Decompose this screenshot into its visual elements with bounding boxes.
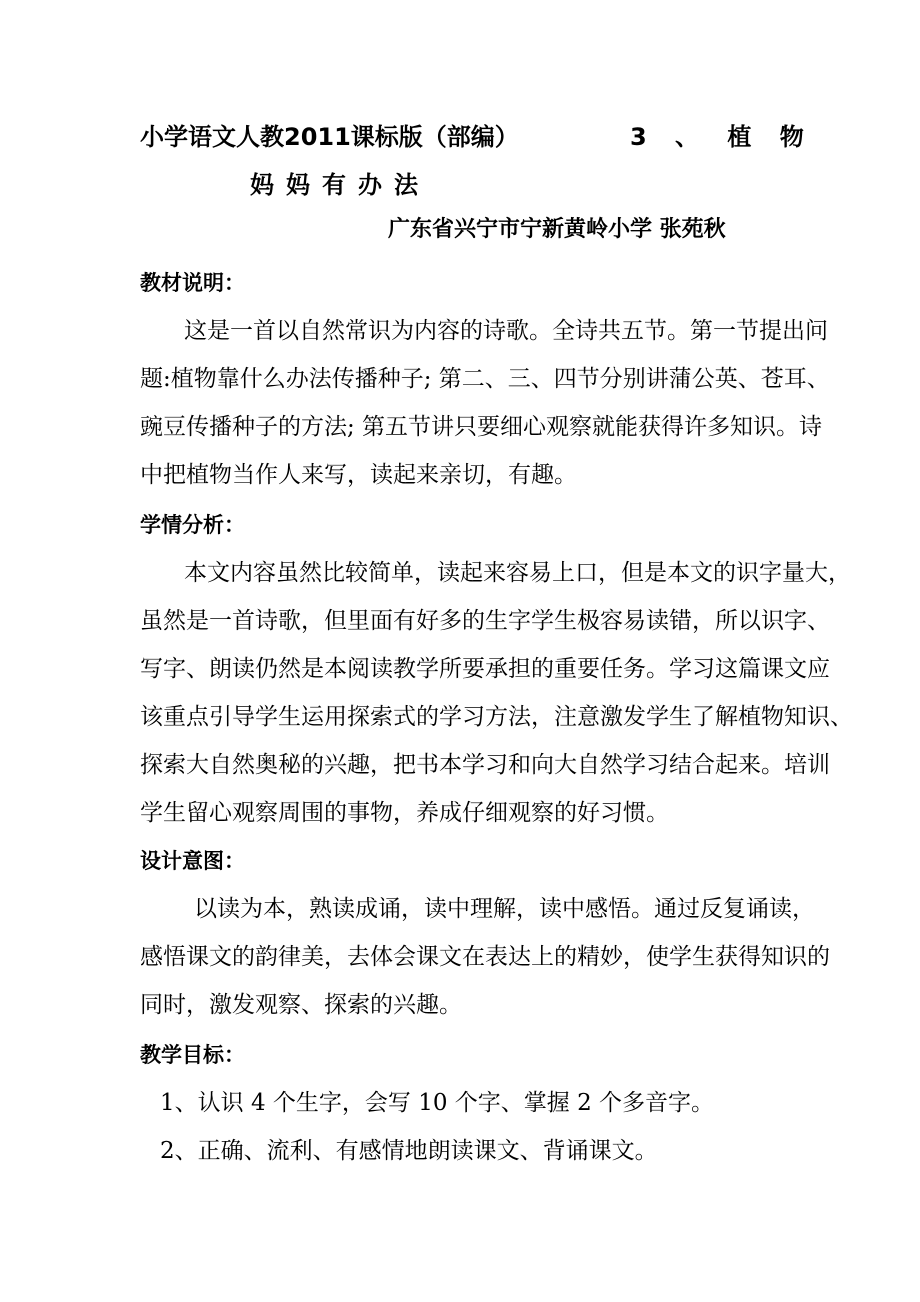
lesson-subtitle: 妈妈有办法 xyxy=(250,171,430,199)
paragraph-line: 本文内容虽然比较简单，读起来容易上口，但是本文的识字量大， xyxy=(184,560,851,586)
section-heading-goals: 教学目标： xyxy=(140,1043,245,1067)
paragraph-line: 该重点引导学生运用探索式的学习方法，注意激发学生了解植物知识、 xyxy=(140,704,853,730)
paragraph-line: 写字、朗读仍然是本阅读教学所要承担的重要任务。学习这篇课文应 xyxy=(140,656,830,682)
paragraph-line: 学生留心观察周围的事物，养成仔细观察的好习惯。 xyxy=(140,800,669,826)
goal-item: 1、认识 4 个生字，会写 10 个字、掌握 2 个多音字。 xyxy=(160,1090,715,1116)
author-line: 广东省兴宁市宁新黄岭小学 张苑秋 xyxy=(388,217,726,242)
document-title-row xyxy=(140,120,814,154)
paragraph-line: 这是一首以自然常识为内容的诗歌。全诗共五节。第一节提出问 xyxy=(184,318,828,344)
paragraph-line: 以读为本，熟读成诵，读中理解，读中感悟。通过反复诵读， xyxy=(194,896,815,922)
paragraph-line: 豌豆传播种子的方法; 第五节讲只要细心观察就能获得许多知识。诗 xyxy=(140,414,823,440)
paragraph-line: 中把植物当作人来写，读起来亲切，有趣。 xyxy=(140,462,577,488)
section-heading-materials: 教材说明： xyxy=(140,271,245,295)
paragraph-line: 同时，激发观察、探索的兴趣。 xyxy=(140,992,462,1018)
document-title: 小学语文人教2011课标版（部编） xyxy=(140,123,519,151)
paragraph-line: 探索大自然奥秘的兴趣，把书本学习和向大自然学习结合起来。培训 xyxy=(140,752,830,778)
section-heading-design: 设计意图： xyxy=(140,849,245,873)
paragraph-line: 题:植物靠什么办法传播种子; 第二、三、四节分别讲蒲公英、苍耳、 xyxy=(140,366,830,392)
paragraph-line: 感悟课文的韵律美，去体会课文在表达上的精妙，使学生获得知识的 xyxy=(140,944,830,970)
paragraph-line: 虽然是一首诗歌，但里面有好多的生字学生极容易读错，所以识字、 xyxy=(140,608,830,634)
lesson-number-title: 3 、 植 物 xyxy=(630,123,814,151)
section-heading-analysis: 学情分析： xyxy=(140,513,245,537)
goal-item: 2、正确、流利、有感情地朗读课文、背诵课文。 xyxy=(160,1138,658,1164)
